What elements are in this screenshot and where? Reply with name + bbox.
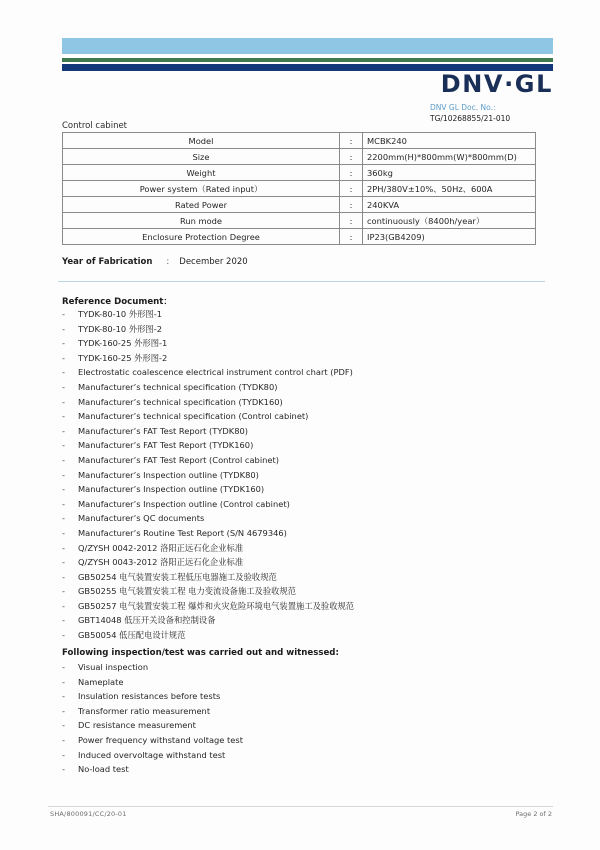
- spec-row-colon: :: [340, 229, 363, 245]
- list-item: [62, 555, 354, 570]
- list-item: [62, 365, 354, 380]
- spec-row-value: IP23(GB4209): [363, 229, 536, 245]
- list-item: [62, 497, 354, 512]
- list-item: [62, 660, 243, 675]
- list-bullet: -: [62, 615, 65, 626]
- banner-band-light: [62, 38, 553, 54]
- list-item: [62, 689, 243, 704]
- list-item: [62, 380, 354, 395]
- list-item-text: GB50257 电气装置安装工程 爆炸和火灾危险环境电气装置施工及验收规范: [78, 600, 355, 611]
- spec-row-value: MCBK240: [363, 133, 536, 149]
- spec-table-row: [63, 165, 536, 181]
- spec-row-colon: :: [340, 165, 363, 181]
- list-bullet: -: [62, 513, 65, 524]
- list-bullet: -: [62, 352, 65, 363]
- list-item-text: Manufacturer’s Inspection outline (TYDK160): [78, 484, 265, 495]
- inspection-title: Following inspection/test was carried out and witnessed:: [62, 648, 339, 658]
- list-item: [62, 748, 243, 763]
- document-number: [430, 102, 510, 124]
- list-item: [62, 541, 354, 556]
- spec-row-value: continuously（8400h/year）: [363, 213, 536, 229]
- list-item: [62, 584, 354, 599]
- list-bullet: -: [62, 720, 65, 731]
- list-item-text: Manufacturer’s FAT Test Report (Control cabinet): [78, 454, 279, 465]
- dnv-gl-logo: DNV·GL: [440, 70, 553, 98]
- list-item: [62, 409, 354, 424]
- list-item: [62, 628, 354, 643]
- spec-row-value: 240KVA: [363, 197, 536, 213]
- list-item: [62, 570, 354, 585]
- list-item-text: Manufacturer’s QC documents: [78, 513, 205, 524]
- list-item-text: Manufacturer’s FAT Test Report (TYDK80): [78, 425, 249, 436]
- section-divider: [58, 281, 545, 282]
- list-item-text: Manufacturer’s Inspection outline (TYDK80): [78, 469, 259, 480]
- list-item: [62, 322, 354, 337]
- list-bullet: -: [62, 600, 65, 611]
- list-item-text: GBT14048 低压开关设备和控制设备: [78, 615, 216, 626]
- list-item-text: Power frequency withstand voltage test: [78, 734, 243, 745]
- list-bullet: -: [62, 749, 65, 760]
- spec-row-label: Enclosure Protection Degree: [63, 229, 340, 245]
- list-bullet: -: [62, 586, 65, 597]
- list-item: [62, 718, 243, 733]
- spec-table-row: [63, 133, 536, 149]
- list-item: [62, 307, 354, 322]
- list-item-text: Manufacturer’s technical specification (Control cabinet): [78, 411, 309, 422]
- spec-table-row: [63, 181, 536, 197]
- list-item: [62, 599, 354, 614]
- list-bullet: -: [62, 691, 65, 702]
- spec-table-row: [63, 229, 536, 245]
- document-number-label: DNV GL Doc. No.:: [430, 103, 496, 112]
- list-item-text: Manufacturer’s technical specification (TYDK80): [78, 381, 278, 392]
- list-item: [62, 613, 354, 628]
- spec-table: [62, 132, 536, 245]
- list-bullet: -: [62, 367, 65, 378]
- list-item-text: DC resistance measurement: [78, 720, 196, 731]
- list-item: [62, 424, 354, 439]
- list-bullet: -: [62, 381, 65, 392]
- spec-row-label: Run mode: [63, 213, 340, 229]
- list-item-text: Electrostatic coalescence electrical instrument control chart (PDF): [78, 367, 353, 378]
- spec-table-row: [63, 149, 536, 165]
- list-item-text: Nameplate: [78, 676, 124, 687]
- list-item-text: TYDK-160-25 外形图-2: [78, 352, 168, 363]
- spec-row-value: 2PH/380V±10%、50Hz、600A: [363, 181, 536, 197]
- list-bullet: -: [62, 676, 65, 687]
- year-of-fabrication-value: December 2020: [179, 257, 248, 267]
- list-item: [62, 438, 354, 453]
- inspection-list: [62, 660, 243, 777]
- list-item-text: Manufacturer’s Routine Test Report (S/N 4679346): [78, 527, 287, 538]
- list-item: [62, 733, 243, 748]
- list-item: [62, 468, 354, 483]
- list-bullet: -: [62, 309, 65, 319]
- list-bullet: -: [62, 411, 65, 422]
- list-item-text: Induced overvoltage withstand test: [78, 749, 226, 760]
- list-item-text: Q/ZYSH 0043-2012 洛阳正远石化企业标准: [78, 557, 244, 568]
- footer-page-number: Page 2 of 2: [515, 810, 552, 818]
- spec-row-value: 2200mm(H)*800mm(W)*800mm(D): [363, 149, 536, 165]
- spec-table-row: [63, 197, 536, 213]
- list-item-text: Manufacturer’s technical specification (TYDK160): [78, 396, 283, 407]
- list-bullet: -: [62, 542, 65, 553]
- list-item: [62, 482, 354, 497]
- year-of-fabrication-colon: :: [166, 257, 170, 267]
- footer-divider: [48, 806, 553, 807]
- spec-table-row: [63, 213, 536, 229]
- list-bullet: -: [62, 557, 65, 568]
- list-bullet: -: [62, 527, 65, 538]
- list-bullet: -: [62, 484, 65, 495]
- list-bullet: -: [62, 571, 65, 582]
- reference-document-list: [62, 307, 354, 643]
- spec-row-label: Power system（Rated input）: [63, 181, 340, 197]
- list-item-text: TYDK-160-25 外形图-1: [78, 338, 168, 349]
- spec-table-body: [63, 133, 536, 245]
- list-bullet: -: [62, 469, 65, 480]
- list-item-text: Manufacturer’s Inspection outline (Control cabinet): [78, 498, 290, 509]
- document-number-value: TG/10268855/21-010: [430, 114, 511, 123]
- list-bullet: -: [62, 396, 65, 407]
- list-item: [62, 511, 354, 526]
- spec-row-label: Model: [63, 133, 340, 149]
- list-item-text: GB50054 低压配电设计规范: [78, 630, 186, 641]
- reference-document-title: Reference Document：: [62, 297, 172, 307]
- list-item-text: Transformer ratio measurement: [78, 705, 211, 716]
- list-bullet: -: [62, 764, 65, 775]
- list-bullet: -: [62, 440, 65, 451]
- spec-table-caption: Control cabinet: [62, 121, 128, 131]
- year-of-fabrication-label: Year of Fabrication: [62, 257, 153, 267]
- list-item-text: GB50255 电气装置安装工程 电力变流设备施工及验收规范: [78, 586, 297, 597]
- list-item: [62, 336, 354, 351]
- list-bullet: -: [62, 662, 65, 672]
- list-bullet: -: [62, 734, 65, 745]
- spec-row-colon: :: [340, 213, 363, 229]
- list-bullet: -: [62, 630, 65, 641]
- list-item: [62, 453, 354, 468]
- footer-reference: SHA/800091/CC/20-01: [50, 810, 127, 818]
- spec-row-label: Size: [63, 149, 340, 165]
- list-item: [62, 704, 243, 719]
- spec-row-label: Weight: [63, 165, 340, 181]
- list-item-text: Visual inspection: [78, 662, 149, 672]
- list-item: [62, 526, 354, 541]
- list-bullet: -: [62, 705, 65, 716]
- list-item-text: No-load test: [78, 764, 129, 775]
- spec-row-colon: :: [340, 133, 363, 149]
- list-bullet: -: [62, 425, 65, 436]
- header-banner: [62, 38, 553, 71]
- list-item-text: TYDK-80-10 外形图-1: [78, 309, 162, 319]
- list-item: [62, 762, 243, 777]
- spec-row-colon: :: [340, 181, 363, 197]
- list-item-text: GB50254 电气装置安装工程低压电器施工及验收规范: [78, 571, 277, 582]
- spec-row-value: 360kg: [363, 165, 536, 181]
- year-of-fabrication: [62, 257, 248, 267]
- spec-row-colon: :: [340, 197, 363, 213]
- list-bullet: -: [62, 454, 65, 465]
- list-item: [62, 395, 354, 410]
- list-bullet: -: [62, 338, 65, 349]
- list-item-text: Manufacturer’s FAT Test Report (TYDK160): [78, 440, 254, 451]
- list-bullet: -: [62, 498, 65, 509]
- list-item-text: Insulation resistances before tests: [78, 691, 221, 702]
- list-item-text: TYDK-80-10 外形图-2: [78, 323, 162, 334]
- list-item-text: Q/ZYSH 0042-2012 洛阳正远石化企业标准: [78, 542, 244, 553]
- list-item: [62, 675, 243, 690]
- list-item: [62, 351, 354, 366]
- list-bullet: -: [62, 323, 65, 334]
- spec-row-colon: :: [340, 149, 363, 165]
- spec-row-label: Rated Power: [63, 197, 340, 213]
